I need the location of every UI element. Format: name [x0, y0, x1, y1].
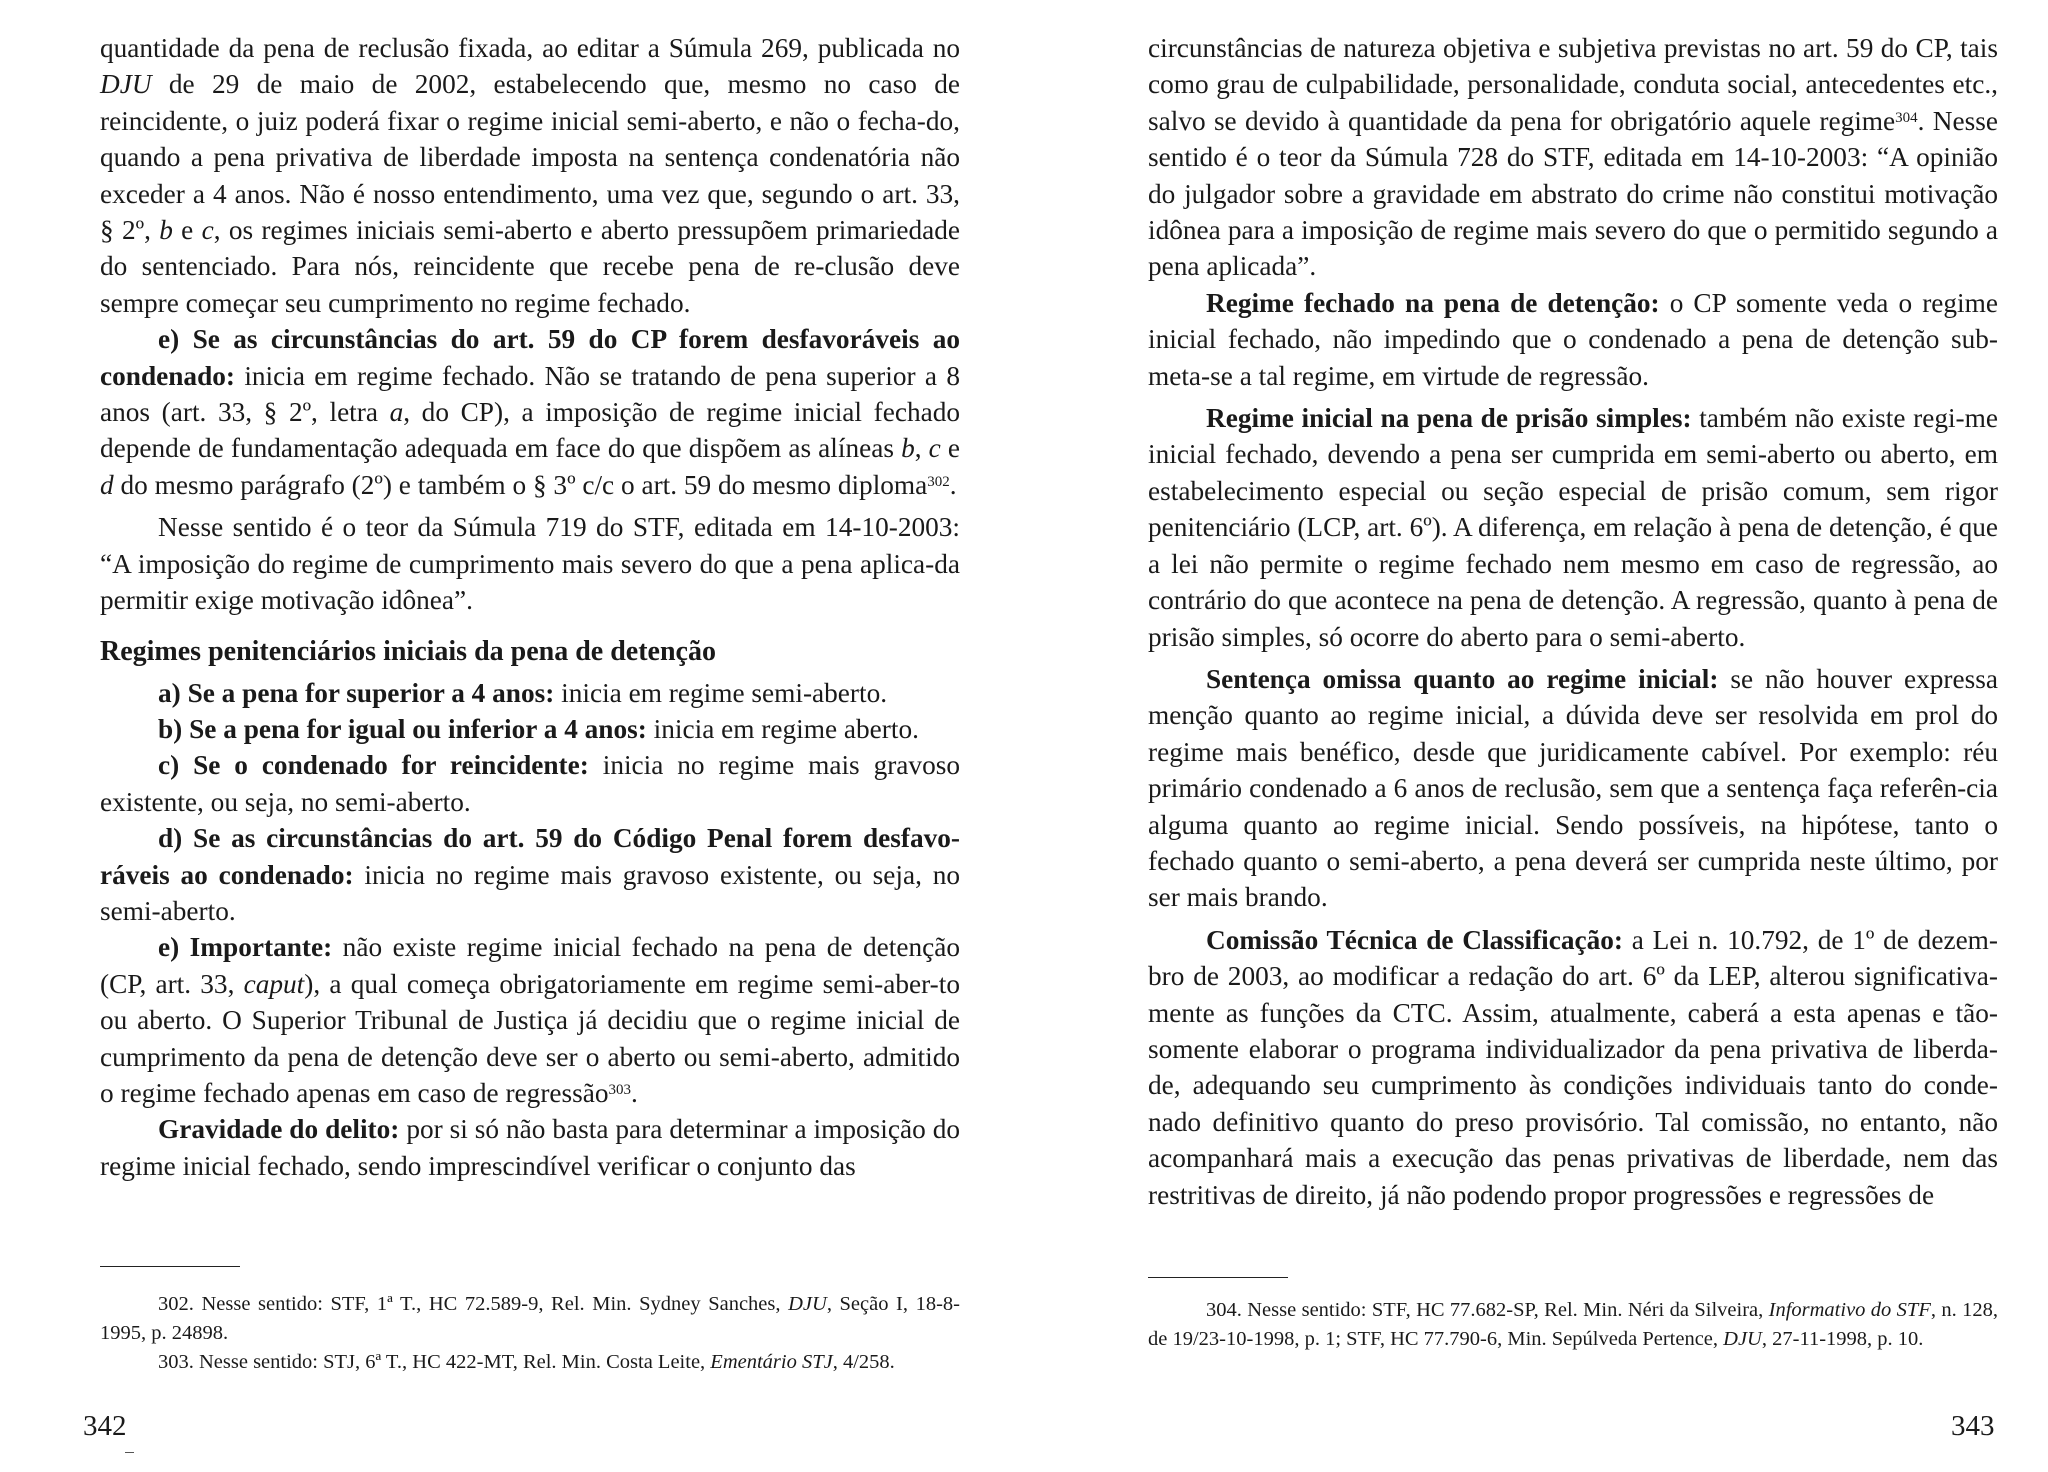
- body-paragraph: [100, 509, 960, 618]
- right-page-body: [1148, 30, 1998, 1213]
- left-page-footnotes: [100, 1290, 960, 1377]
- text-run: de 29 de maio de 2002, estabelecendo que, mesmo no caso de reincidente, o juiz poderá fixar o regime inicial semi-aberto, e não o fecha-do, quando a pena privativa de liberdade imposta na sentença condenatória não exceder a 4 anos. Não é nosso entendimento, uma vez que, segundo o art. 33, § 2º,: [100, 69, 960, 246]
- footnote-ref: 303: [608, 1081, 632, 1098]
- text-run: .: [631, 1077, 638, 1108]
- left-footnote-rule: [100, 1266, 240, 1267]
- footnote: [1148, 1296, 1998, 1354]
- bold-run: a) Se a pena for superior a 4 anos:: [158, 677, 555, 708]
- text-run: não existe regime inicial fechado na pena de detenção (CP, art. 33,: [100, 932, 960, 999]
- text-run: Nesse sentido é o teor da Súmula 719 do STF, editada em 14-10-2003: “A imposição do regime de cumprimento mais severo do que a pena aplica-da permitir exige motivação idônea”.: [100, 512, 960, 616]
- text-run: inicia no regime mais gravoso existente, ou seja, no semi-aberto.: [100, 859, 960, 926]
- left-page: [83, 0, 961, 1472]
- bold-run: Regime fechado na pena de detenção:: [1206, 287, 1660, 318]
- text-run: 304. Nesse sentido: STF, HC 77.682-SP, Rel. Min. Néri da Silveira,: [1206, 1299, 1769, 1321]
- text-run: inicia em regime aberto.: [646, 713, 919, 744]
- bold-run: Comissão Técnica de Classificação:: [1206, 924, 1624, 955]
- text-run: inicia em regime semi-aberto.: [554, 677, 888, 708]
- text-run: 302. Nesse sentido: STF, 1ª T., HC 72.589-9, Rel. Min. Sydney Sanches,: [158, 1293, 789, 1315]
- body-paragraph: [1148, 922, 1998, 1213]
- text-run: quantidade da pena de reclusão fixada, ao editar a Súmula 269, publicada no: [100, 33, 960, 63]
- text-run: , os regimes iniciais semi-aberto e aberto pressupõem primariedade do sentenciado. Para nós, reincidente que recebe pena de re-clusão deve sempre começar seu cumprimento no regime fechado.: [100, 215, 961, 318]
- text-run: do mesmo parágrafo (2º) e também o § 3º c/c o art. 59 do mesmo diploma: [113, 469, 928, 500]
- right-footnote-rule: [1148, 1277, 1288, 1278]
- bold-run: d) Se as circunstâncias do art. 59 do Código Penal forem desfavo-ráveis ao condenado:: [100, 823, 960, 890]
- bold-run: e) Importante:: [158, 932, 333, 963]
- section-heading: [100, 633, 960, 671]
- bold-run: c) Se o condenado for reincidente:: [158, 750, 589, 781]
- footnote-ref: 304: [1895, 109, 1918, 126]
- italic-run: c: [201, 215, 214, 246]
- italic-run: DJU: [788, 1293, 827, 1315]
- text-run: o CP somente veda o regime inicial fechado, não impedindo que o condenado a pena de detenção sub-meta-se a tal regime, em virtude de regressão.: [1148, 287, 1998, 391]
- text-run: inicia em regime fechado. Não se tratando de pena superior a 8 anos (art. 33, § 2º, letra: [100, 360, 960, 428]
- bold-run: Gravidade do delito:: [158, 1114, 400, 1145]
- italic-run: Ementário STJ: [710, 1351, 833, 1373]
- italic-run: c: [928, 433, 941, 464]
- body-paragraph: [100, 747, 960, 820]
- text-run: e: [172, 215, 202, 246]
- text-run: ), a qual começa obrigatoriamente em regime semi-aber-to ou aberto. O Superior Tribunal de Justiça já decidiu que o regime inicial de cumprimento da pena de detenção deve ser o aberto ou semi-aberto, admitido o regime fechado apenas em caso de regressão: [100, 968, 960, 1108]
- text-run: a Lei n. 10.792, de 1º de dezem-bro de 2003, ao modificar a redação do art. 6º da LEP, alterou significativa-mente as funções da CTC. Assim, atualmente, caberá a esta apenas e tão-somente elaborar o programa individualizador da pena privativa de liberda-de, adequando seu cumprimento às condições individuais tanto do conde-nado definitivo quanto do preso provisório. Tal comissão, no entanto, não acompanhará mais a execução das penas privativas de liberdade, nem das restritivas de direito, já não podendo propor progressões e regressões de: [1148, 924, 1999, 1210]
- italic-run: DJU: [100, 69, 152, 100]
- body-paragraph: [100, 30, 960, 321]
- italic-run: DJU: [1723, 1328, 1762, 1350]
- body-paragraph: [1148, 400, 1998, 655]
- left-page-body: [100, 30, 960, 1184]
- text-run: . Nesse sentido é o teor da Súmula 728 do STF, editada em 14-10-2003: “A opinião do julgador sobre a gravidade em abstrato do crime não constitui motivação idônea para a imposição de regime mais severo do que o permitido segundo a pena aplicada”.: [1148, 105, 1998, 282]
- text-run: .: [949, 469, 957, 500]
- body-paragraph: [100, 711, 960, 747]
- body-paragraph: [1148, 285, 1998, 394]
- text-run: se não houver expressa menção quanto ao regime inicial, a dúvida deve ser resolvida em prol do regime mais benéfico, desde que juridicamente cabível. Por exemplo: réu primário condenado a 6 anos de reclusão, sem que a sentença faça referên-cia alguma quanto ao regime inicial. Sendo possíveis, na hipótese, tanto o fechado quanto o semi-aberto, a pena deverá ser cumprida neste último, por ser mais brando.: [1148, 663, 1998, 913]
- body-paragraph: [100, 1111, 960, 1184]
- body-paragraph: [1148, 30, 1998, 285]
- right-page-number: 343: [1951, 1410, 1995, 1442]
- text-run: , n. 128, de 19/23-10-1998, p. 1; STF, HC 77.790-6, Min. Sepúlveda Pertence,: [1148, 1299, 1998, 1350]
- text-run: , 4/258.: [832, 1351, 895, 1373]
- bold-run: b) Se a pena for igual ou inferior a 4 anos:: [158, 713, 647, 744]
- text-run: circunstâncias de natureza objetiva e subjetiva previstas no art. 59 do CP, tais como grau de culpabilidade, personalidade, conduta social, antecedentes etc., salvo se devido à quantidade da pena for obrigatório aquele regime: [1148, 33, 1998, 136]
- italic-run: caput: [243, 968, 305, 999]
- italic-run: b: [159, 215, 173, 246]
- left-page-mark: [125, 1452, 134, 1453]
- text-run: e: [940, 433, 960, 464]
- italic-run: b: [901, 433, 915, 464]
- footnote-ref: 302: [927, 473, 950, 490]
- text-run: , Seção I, 18-8-1995, p. 24898.: [100, 1293, 960, 1344]
- footnote: [100, 1290, 960, 1348]
- text-run: Regimes penitenciários iniciais da pena de detenção: [100, 635, 716, 667]
- body-paragraph: [100, 675, 960, 711]
- body-paragraph: [100, 321, 960, 503]
- text-run: também não existe regi-me inicial fechado, devendo a pena ser cumprida em semi-aberto ou aberto, em estabelecimento especial ou seção especial de prisão comum, sem rigor penitenciário (LCP, art. 6º). A diferença, em relação à pena de detenção, é que a lei não permite o regime fechado nem mesmo em caso de regressão, ao contrário do que acontece na pena de detenção. A regressão, quanto à pena de prisão simples, só ocorre do aberto para o semi-aberto.: [1148, 403, 1998, 652]
- italic-run: Informativo do STF: [1768, 1299, 1931, 1321]
- body-paragraph: [1148, 661, 1998, 916]
- body-paragraph: [100, 820, 960, 929]
- italic-run: a: [389, 397, 404, 428]
- text-run: , do CP), a imposição de regime inicial fechado depende de fundamentação adequada em face do que dispõem as alíneas: [100, 397, 960, 464]
- text-run: ,: [914, 433, 929, 464]
- bold-run: Regime inicial na pena de prisão simples:: [1206, 403, 1692, 434]
- right-page-footnotes: [1148, 1296, 1998, 1354]
- text-run: 303. Nesse sentido: STJ, 6ª T., HC 422-MT, Rel. Min. Costa Leite,: [158, 1351, 711, 1373]
- bold-run: e) Se as circunstâncias do art. 59 do CP forem desfavoráveis ao condenado:: [100, 324, 960, 391]
- footnote: [100, 1348, 960, 1377]
- right-page: [1148, 0, 1998, 1472]
- bold-run: Sentença omissa quanto ao regime inicial:: [1206, 663, 1719, 694]
- italic-run: d: [100, 469, 114, 500]
- body-paragraph: [100, 929, 960, 1111]
- text-run: , 27-11-1998, p. 10.: [1761, 1328, 1924, 1350]
- left-page-number: 342: [83, 1410, 127, 1442]
- text-run: por si só não basta para determinar a imposição do regime inicial fechado, sendo imprescindível verificar o conjunto das: [100, 1114, 960, 1181]
- text-run: inicia no regime mais gravoso existente, ou seja, no semi-aberto.: [100, 750, 960, 817]
